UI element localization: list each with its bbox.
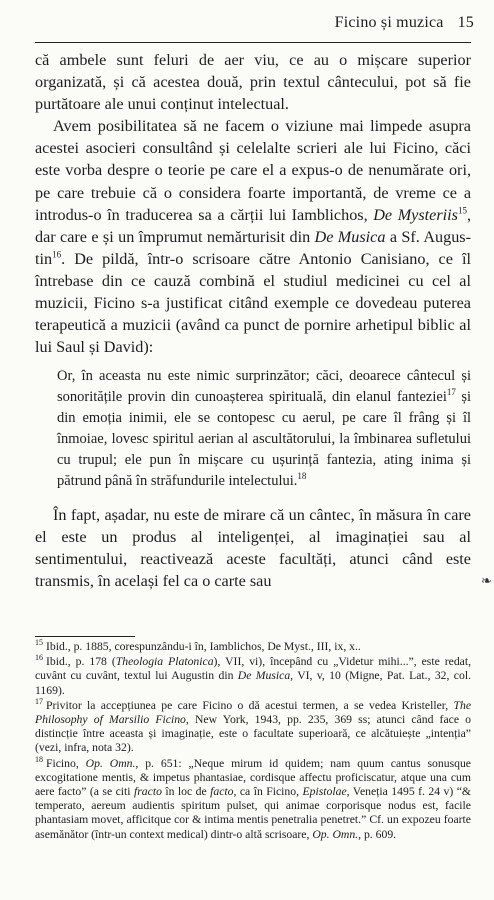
- footnote-italic: Op. Omn.: [85, 756, 136, 770]
- footnote-text: VI, v, 10 (Migne, Pat. Lat., 32, col. 1169).: [35, 669, 471, 697]
- footnote-ref-18[interactable]: 18: [297, 471, 307, 482]
- running-header: [335, 14, 474, 32]
- footnote-17: [35, 696, 472, 756]
- footnote-text: , ca în Ficino,: [233, 785, 303, 799]
- footnote-text: ), VII, vi), începând cu „Videtur mihi...”, este redat, cuvânt cu cuvânt, textul lui Augustin din: [35, 655, 472, 683]
- paragraph-ficino-theory: [35, 115, 471, 358]
- footnote-18: [35, 754, 471, 842]
- footnote-italic: fracto: [134, 785, 162, 799]
- page-number: 15: [457, 14, 474, 31]
- footnote-number: 16: [35, 653, 43, 663]
- text-run: , dar care e și un împrumut nemărturisit din: [35, 205, 471, 246]
- quote-text: Or, în aceasta nu este nimic surprinzător; căci, deoarece cântecul și sonoritățile provin din cunoașterea spirituală, din elanul fanteziei: [57, 368, 471, 406]
- italic-title: De Mysteriis: [373, 205, 458, 224]
- footnote-italic: Epistolae: [302, 785, 347, 799]
- footnote-italic: Op. Omn.: [312, 827, 359, 841]
- footnote-number: 18: [35, 754, 43, 764]
- footnote-text: Privitor la accepțiunea pe care Ficino o dă acestui termen, a se vedea Kristeller,: [46, 698, 454, 712]
- footnote-text: , p. 609.: [358, 827, 397, 841]
- footnote-text: , New York, 1943, pp. 235, 369 ss; atunci când face o distincție între aceasta și imaginație, este o facultate superioară, ce alcătuiește „intenția” (vezi, infra, nota 32).: [35, 713, 472, 755]
- footnote-text: Ficino,: [46, 756, 86, 770]
- footnote-text: , Veneția 1495 f. 24 v) “& temperato, aereum audientis spiritum pulset, qui animae corporisque nodus est, facile phantasiam movet, afficitque cor & intima mentis penetralia penetret.” Cf. un expozeu foarte asemănător (într-un context medical) dintr-o altă scrisoare,: [35, 785, 471, 841]
- footnote-ref-16[interactable]: 16: [52, 249, 62, 260]
- quote-text: și din emoția inimii, ele se contopesc cu aerul, pe care îl frâng și îl înmoiae, lovesc spiritul aerian al ascultătorului, la îmbinarea sufletului cu trupul; ele pun în mișcare cu ușurință fantezia, ating inima și pătrund până în străfundurile intelectului.: [57, 389, 472, 489]
- footnote-text: , p. 651: „Neque mirum id quidem; nam quum cantus sonusque excogitatione mentis, & impetus phantasiae, cordisque affectu proficiscatur, atque una cum aere facto” (a se citi: [35, 756, 471, 799]
- footnote-text: în loc de: [161, 785, 211, 799]
- block-quote: [57, 366, 471, 491]
- footnote-text: Ibid., p. 1885, corespunzându-i în, Iamblichos, De Myst., III, ix, x..: [46, 640, 361, 653]
- footnote-16: [35, 655, 471, 698]
- footnote-ref-15[interactable]: 15: [457, 205, 467, 216]
- header-rule: [35, 42, 471, 43]
- footnote-number: 17: [35, 696, 43, 706]
- italic-title: De Musica: [314, 227, 386, 246]
- footnotes: [35, 640, 471, 843]
- footnote-italic: facto: [210, 785, 234, 799]
- text-run: . De pildă, într-o scrisoare către Antonio Canisiano, ce îl întrebase din ce cauză combină el studiul medicinei cu cel al muzicii, Ficino s-a justificat citând exemple ce dovedeau puterea terapeutică a muzicii (având ca punct de pornire arhetipul biblic al lui Saul și David):: [35, 249, 471, 357]
- footnote-ref-17[interactable]: 17: [446, 387, 456, 398]
- running-title: Ficino și muzica: [334, 14, 444, 31]
- footnote-rule: [35, 636, 135, 637]
- text-run: Avem posibilitatea să ne facem o viziune mai limpede asupra acestei asocieri consultând și celelalte scrieri ale lui Ficino, căci este vorba despre o teorie pe care el a expus-o de nenumărate ori, pe care trebuie că o considera foarte importantă, de vreme ce a introdus-o în traducerea sa a cărții lui Iamblichos,: [35, 117, 471, 224]
- footnote-italic: De Musica,: [237, 669, 294, 683]
- margin-mark: ❧: [481, 573, 492, 588]
- main-text: [35, 49, 471, 592]
- footnote-15: [35, 640, 471, 654]
- text-run: a Sf. Augustin: [35, 227, 471, 268]
- footnote-italic: Theologia Platonica: [115, 655, 214, 669]
- paragraph-conclusion: În fapt, așadar, nu este de mirare că un cântec, în măsura în care el este un produs al inteligenței, al imaginației sau al sentimentului, reactivează aceste facultăți, atunci când este transmis, în același fel ca o carte sau: [35, 505, 471, 591]
- paragraph-continuation: că ambele sunt feluri de aer viu, ce au o mișcare superior organizată, și că acestea două, prin textul cântecului, pot să fie purtătoare ale unui conținut intelectual.: [35, 51, 471, 114]
- footnote-text: Ibid., p. 178 (: [46, 655, 116, 669]
- footnote-number: 15: [35, 638, 43, 648]
- footnote-italic: The Philosophy of Marsilio Ficino: [35, 698, 471, 727]
